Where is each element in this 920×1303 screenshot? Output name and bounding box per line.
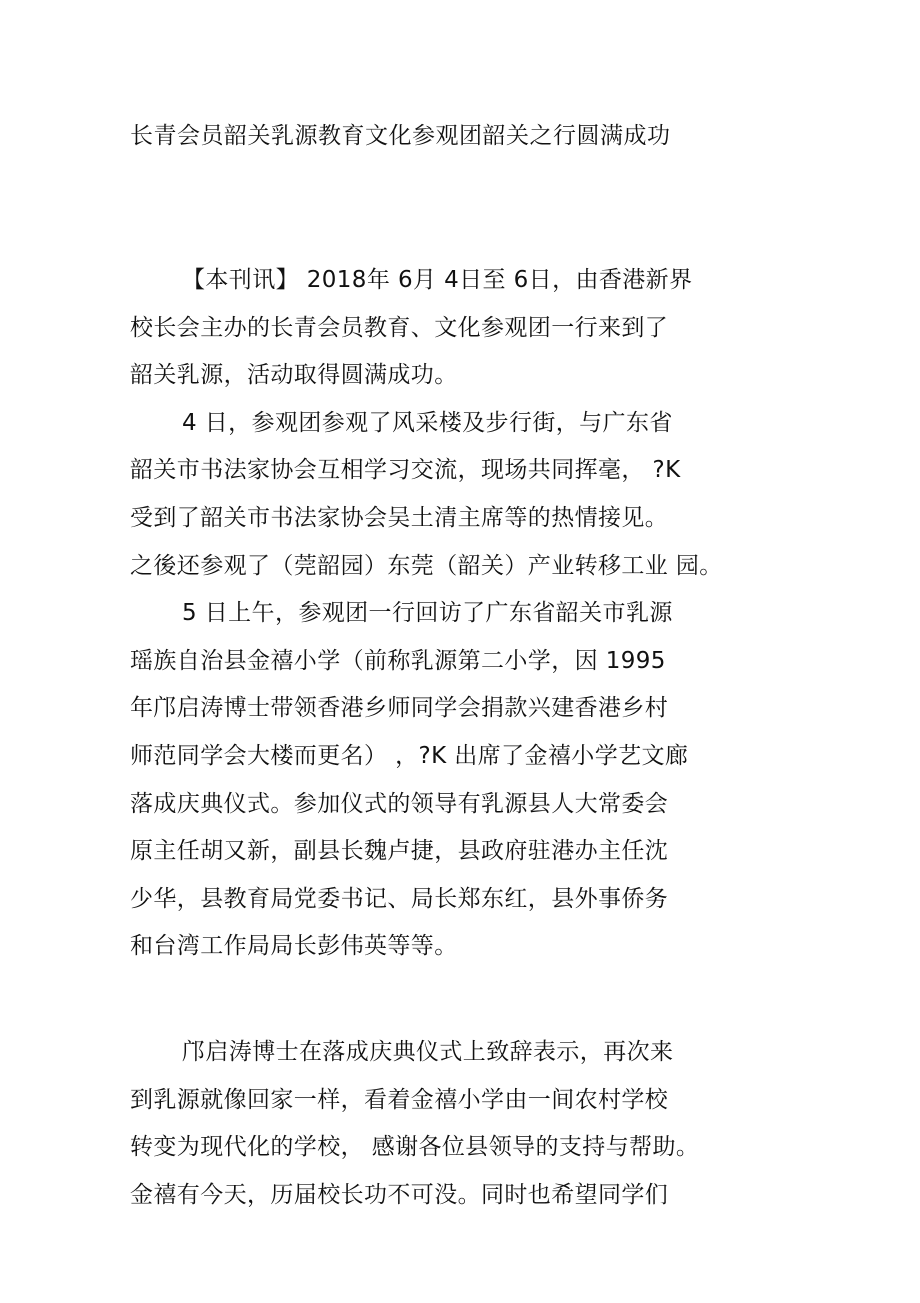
paragraph-3-line-4: 师范同学会大楼而更名） ，?K 出席了金禧小学艺文廊 xyxy=(130,742,689,769)
paragraph-3-line-1: 5 日上午，参观团一行回访了广东省韶关市乳源 xyxy=(182,600,673,627)
paragraph-4-line-4: 金禧有今天，历届校长功不可没。同时也希望同学们 xyxy=(130,1181,669,1208)
paragraph-3-line-6: 原主任胡又新，副县长魏卢捷，县政府驻港办主任沈 xyxy=(130,838,669,865)
paragraph-1-line-3: 韶关乳源，活动取得圆满成功。 xyxy=(130,362,458,389)
paragraph-2-line-2: 韶关市书法家协会互相学习交流，现场共同挥毫， ?K xyxy=(130,457,681,484)
paragraph-3-line-3: 年邝启涛博士带领香港乡师同学会捐款兴建香港乡村 xyxy=(130,695,669,722)
article-title: 长青会员韶关乳源教育文化参观团韶关之行圆满成功 xyxy=(130,123,671,149)
paragraph-spacer xyxy=(130,976,770,1034)
paragraph-3-line-5: 落成庆典仪式。参加仪式的领导有乳源县人大常委会 xyxy=(130,790,669,817)
paragraph-3-line-8: 和台湾工作局局长彭伟英等等。 xyxy=(130,933,458,960)
paragraph-1-line-2: 校长会主办的长青会员教育、文化参观团一行来到了 xyxy=(130,314,669,341)
paragraph-2-line-3: 受到了韶关市书法家协会吴土清主席等的热情接见。 xyxy=(130,504,669,531)
paragraph-2-line-1: 4 日，参观团参观了风采楼及步行街，与广东省 xyxy=(182,409,673,436)
paragraph-4-line-2: 到乳源就像回家一样，看着金禧小学由一间农村学校 xyxy=(130,1086,669,1113)
paragraph-1-line-1: 【本刊讯】 2018年 6月 4日至 6日，由香港新界 xyxy=(182,267,693,293)
paragraph-3-line-7: 少华，县教育局党委书记、局长郑东红，县外事侨务 xyxy=(130,885,669,912)
paragraph-2-line-4: 之後还参观了（莞韶园）东莞（韶关）产业转移工业 园。 xyxy=(130,552,723,579)
paragraph-4-line-1: 邝启涛博士在落成庆典仪式上致辞表示，再次来 xyxy=(182,1038,674,1065)
article-body xyxy=(130,262,770,1224)
paragraph-3-line-2: 瑶族自治县金禧小学（前称乳源第二小学，因 1995 xyxy=(130,647,666,674)
paragraph-4-line-3: 转变为现代化的学校， 感谢各位县领导的支持与帮助。 xyxy=(130,1134,700,1161)
